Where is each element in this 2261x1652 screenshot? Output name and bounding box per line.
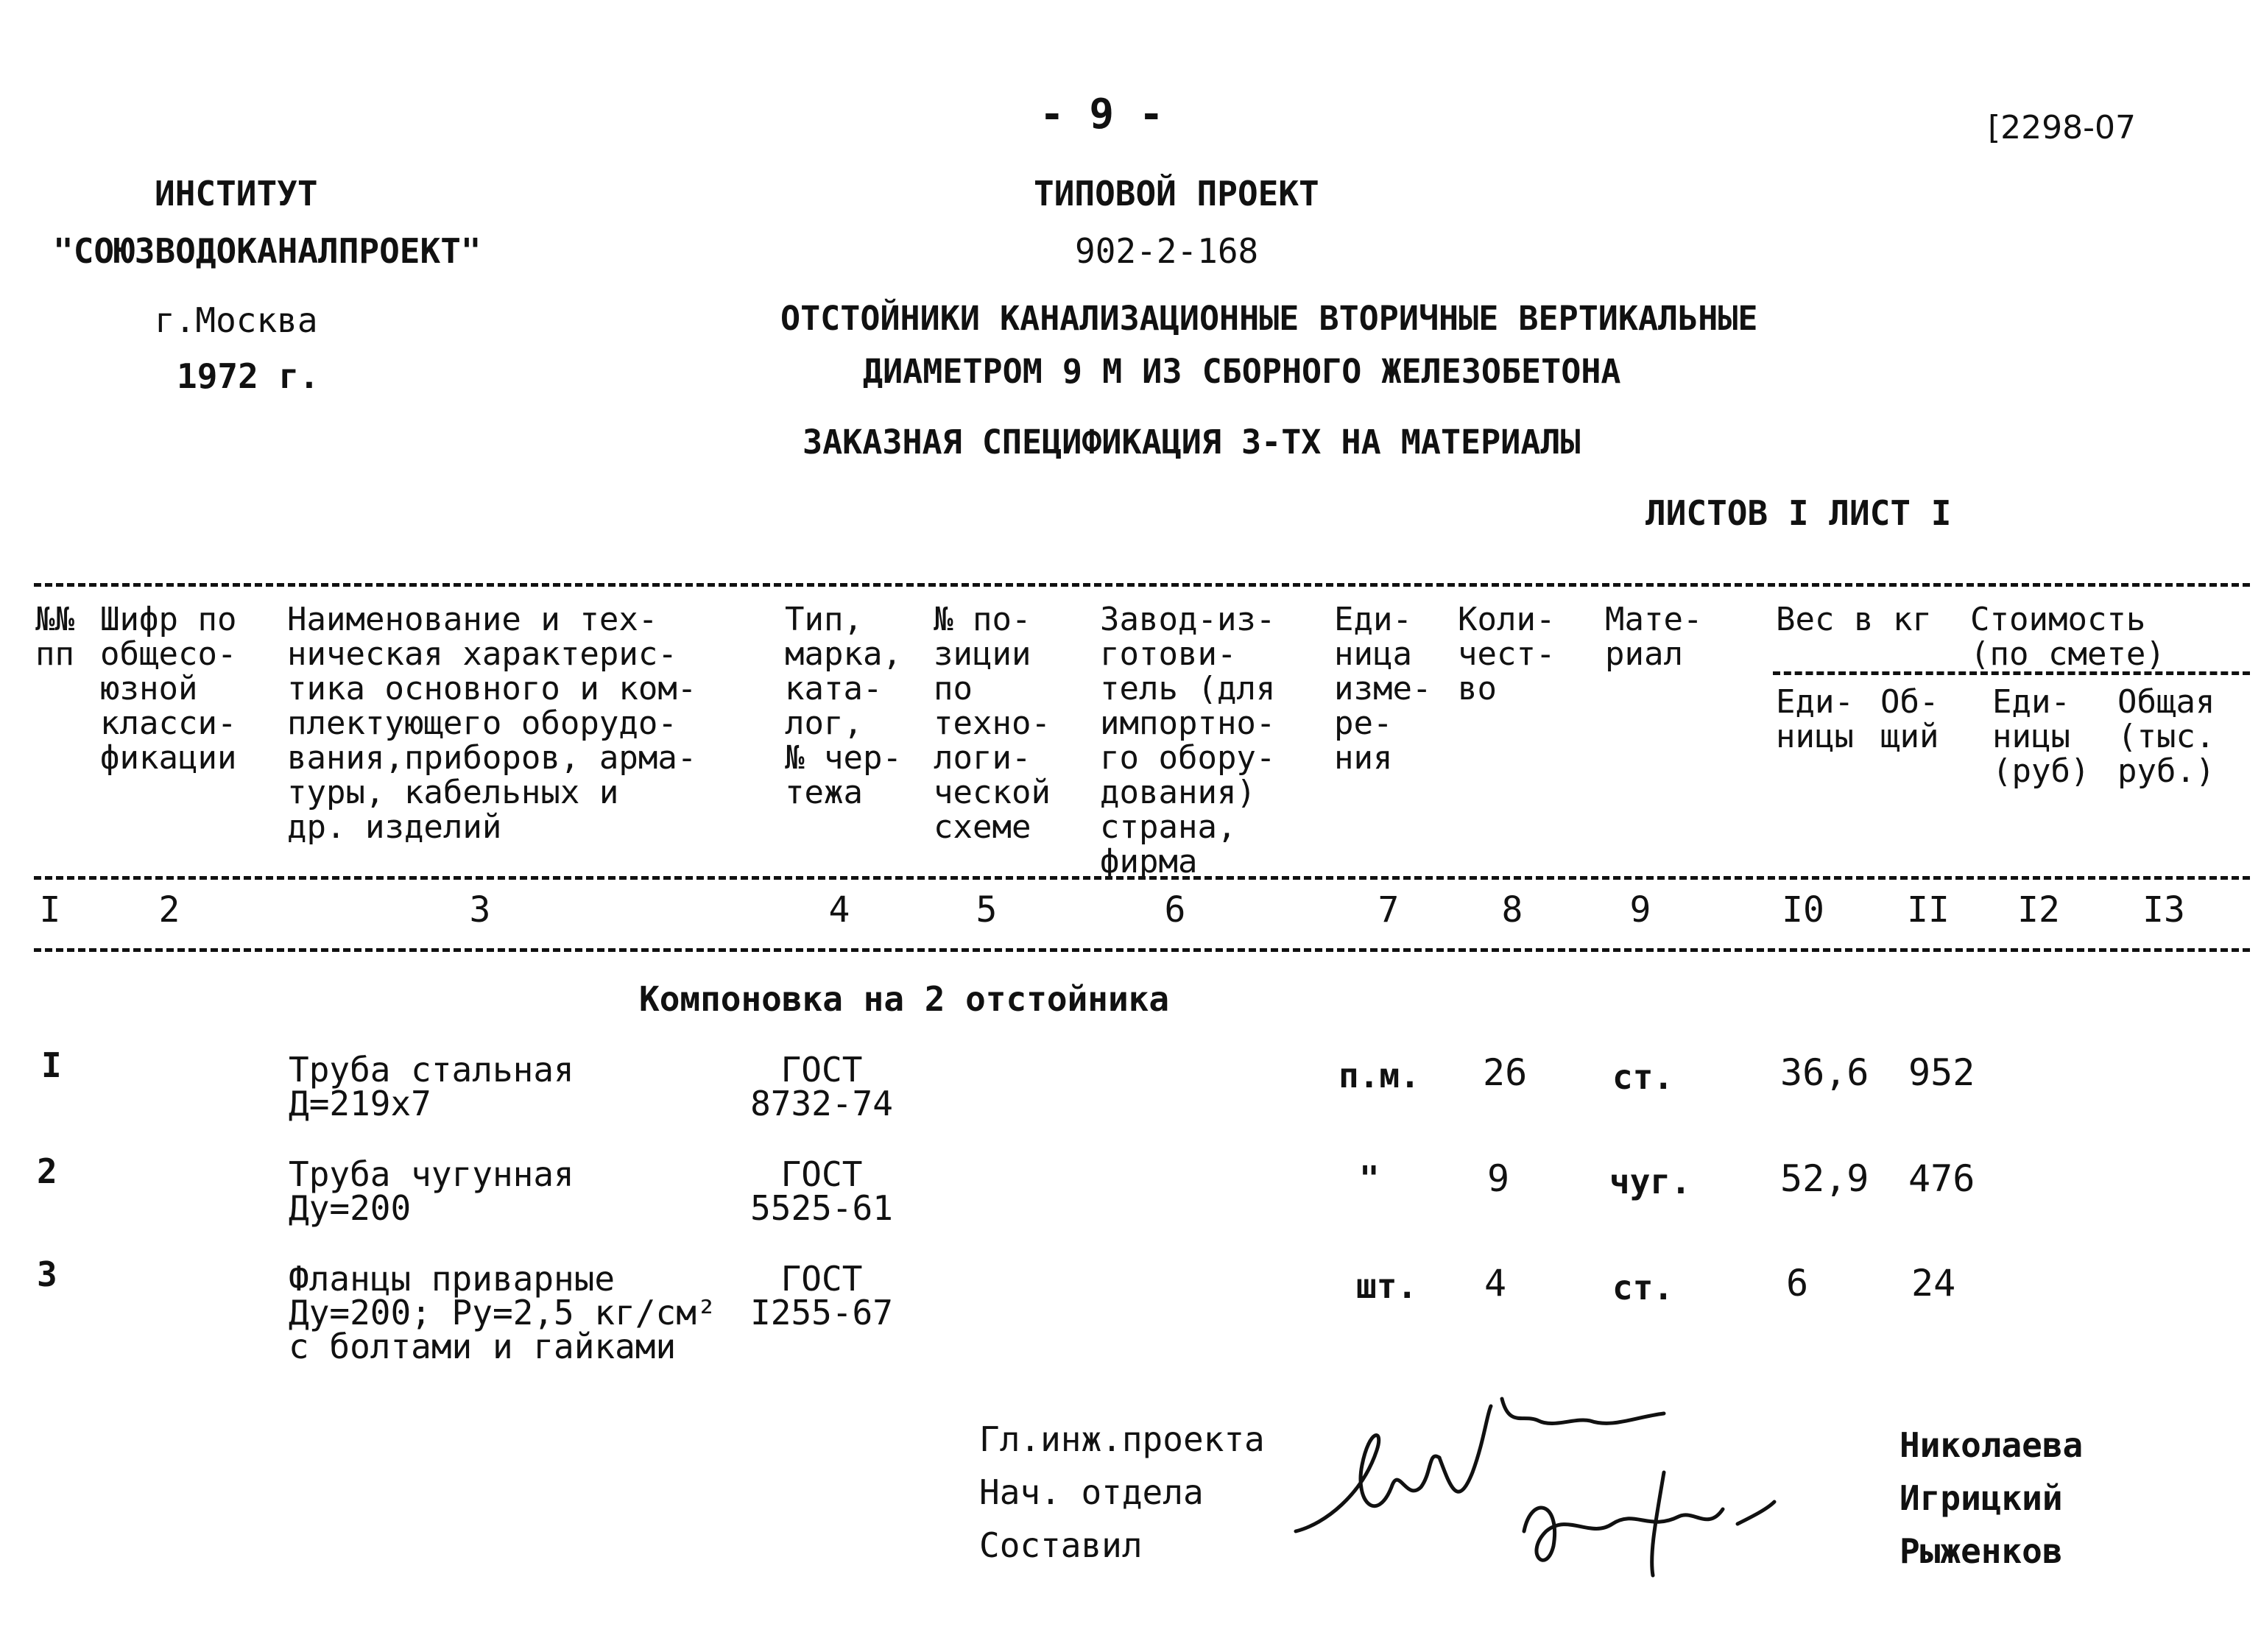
col-number-9: 9 [1629, 889, 1651, 931]
col-numbers-rule [34, 948, 2250, 952]
project-title-line1: ОТСТОЙНИКИ КАНАЛИЗАЦИОННЫЕ ВТОРИЧНЫЕ ВЕРТИКАЛЬНЫЕ [780, 299, 1758, 338]
col-header-cost-unit: Еди- ницы (руб) [1992, 683, 2090, 790]
item-weight-unit: 52,9 [1780, 1157, 1869, 1200]
col-number-5: 5 [976, 889, 998, 931]
col-number-10: I0 [1782, 889, 1824, 931]
page-number: - 9 - [1040, 91, 1164, 138]
item-material: ст. [1612, 1057, 1674, 1097]
col-header-position: № по- зиции по техно- логи- ческой схеме [934, 601, 1051, 846]
item-weight-total: 952 [1908, 1051, 1975, 1094]
col-header-weight-total: Об- щий [1880, 683, 1939, 755]
institute-name: "СОЮЗВОДОКАНАЛПРОЕКТ" [53, 231, 482, 271]
institute-city: г.Москва [155, 300, 318, 340]
col-number-11: II [1907, 889, 1950, 931]
col-header-cost: Стоимость (по смете) [1970, 601, 2165, 673]
sheet-count: ЛИСТОВ I ЛИСТ I [1646, 493, 1952, 533]
item-quantity: 9 [1487, 1157, 1510, 1200]
row-number: 2 [37, 1151, 57, 1191]
signer-name-2: Игрицкий [1900, 1478, 2063, 1518]
col-header-classifier: Шифр по общесо- юзной класси- фикации [100, 601, 237, 777]
spec-title: ЗАКАЗНАЯ СПЕЦИФИКАЦИЯ 3-ТХ НА МАТЕРИАЛЫ [803, 423, 1581, 462]
item-gost: ГОСТ I255-67 [750, 1259, 893, 1332]
item-weight-unit: 36,6 [1780, 1051, 1869, 1094]
col-number-12: I2 [2017, 889, 2060, 931]
project-number: 902-2-168 [1075, 231, 1259, 271]
item-name: Труба стальная Д=219х7 [289, 1050, 574, 1123]
project-type-label: ТИПОВОЙ ПРОЕКТ [1034, 174, 1319, 213]
institute-label: ИНСТИТУТ [155, 174, 318, 213]
role-department-head: Нач. отдела [979, 1472, 1204, 1512]
item-gost: ГОСТ 5525-61 [750, 1154, 893, 1228]
item-gost: ГОСТ 8732-74 [750, 1050, 893, 1123]
signer-name-1: Николаева [1900, 1425, 2084, 1465]
col-number-7: 7 [1378, 889, 1400, 931]
col-number-1: I [39, 889, 61, 931]
col-number-3: 3 [469, 889, 491, 931]
section-title: Компоновка на 2 отстойника [639, 979, 1170, 1019]
col-number-4: 4 [828, 889, 850, 931]
item-name: Труба чугунная Ду=200 [289, 1154, 574, 1228]
col-header-name: Наименование и тех- ническая характерис- тика основного и ком- плектующего оборудо- вания,приборов, арма- туры, кабельных и др. изделий [287, 601, 697, 846]
item-unit: шт. [1356, 1266, 1418, 1306]
col-header-number: №№ пп [35, 601, 74, 673]
item-quantity: 26 [1483, 1051, 1528, 1094]
handwritten-signatures [1281, 1384, 1855, 1598]
item-name: Фланцы приварные Ду=200; Ру=2,5 кг/см² с болтами и гайками [289, 1259, 717, 1366]
item-unit: " [1359, 1159, 1380, 1199]
col-number-6: 6 [1164, 889, 1186, 931]
item-weight-total: 476 [1908, 1157, 1975, 1200]
item-weight-total: 24 [1911, 1262, 1956, 1305]
table-top-rule [34, 583, 2250, 587]
role-chief-engineer: Гл.инж.проекта [979, 1419, 1265, 1459]
row-number: I [41, 1045, 62, 1085]
col-number-8: 8 [1501, 889, 1523, 931]
col-header-type: Тип, марка, ката- лог, № чер- тежа [785, 601, 902, 811]
signer-name-3: Рыженков [1900, 1531, 2063, 1571]
col-header-material: Мате- риал [1605, 601, 1703, 673]
row-number: 3 [37, 1254, 57, 1294]
item-material: чуг. [1609, 1162, 1691, 1201]
col-header-cost-total: Общая (тыс. руб.) [2117, 683, 2215, 790]
document-code: [2298-07 [1988, 109, 2137, 147]
item-weight-unit: 6 [1786, 1262, 1809, 1305]
col-number-2: 2 [158, 889, 180, 931]
institute-year: 1972 г. [177, 356, 320, 396]
item-unit: п.м. [1338, 1056, 1420, 1095]
col-header-weight: Вес в кг [1776, 601, 1932, 638]
col-number-13: I3 [2142, 889, 2185, 931]
item-quantity: 4 [1484, 1262, 1507, 1305]
item-material: ст. [1612, 1268, 1674, 1307]
col-header-quantity: Коли- чест- во [1458, 601, 1556, 707]
col-header-unit: Еди- ница изме- ре- ния [1334, 601, 1432, 777]
col-header-weight-unit: Еди- ницы [1776, 683, 1854, 755]
project-title-line2: ДИАМЕТРОМ 9 М ИЗ СБОРНОГО ЖЕЛЕЗОБЕТОНА [863, 352, 1621, 391]
col-header-manufacturer: Завод-из- готови- тель (для импортно- го обору- дования) страна, фирма [1100, 601, 1276, 880]
role-compiler: Составил [979, 1525, 1143, 1565]
